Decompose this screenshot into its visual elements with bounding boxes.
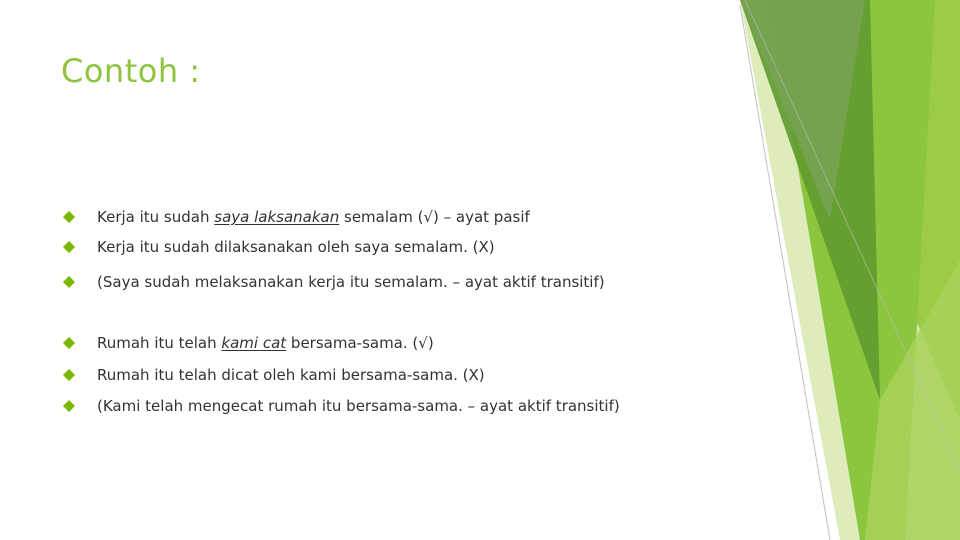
- emphasized-phrase: saya laksanakan: [214, 208, 340, 226]
- bullet-item: [63, 395, 620, 417]
- bullet-text: (Saya sudah melaksanakan kerja itu semalam. – ayat aktif transitif): [97, 273, 605, 291]
- diamond-bullet-icon: [63, 206, 81, 228]
- bullet-item: [63, 206, 530, 228]
- diamond-bullet-icon: [63, 364, 81, 386]
- bullet-text: Kerja itu sudah saya laksanakan semalam (√) – ayat pasif: [97, 208, 530, 226]
- diamond-bullet-icon: [63, 236, 81, 258]
- emphasized-phrase: kami cat: [221, 334, 287, 352]
- bullet-item: [63, 332, 434, 354]
- bullet-text: Kerja itu sudah dilaksanakan oleh saya semalam. (X): [97, 238, 495, 256]
- diamond-bullet-icon: [63, 395, 81, 417]
- bullet-text: Rumah itu telah kami cat bersama-sama. (√): [97, 334, 434, 352]
- bullet-text: (Kami telah mengecat rumah itu bersama-sama. – ayat aktif transitif): [97, 397, 620, 415]
- bullet-item: [63, 364, 485, 386]
- bullet-item: [63, 271, 605, 293]
- diamond-bullet-icon: [63, 332, 81, 354]
- diamond-bullet-icon: [63, 271, 81, 293]
- bullet-text: Rumah itu telah dicat oleh kami bersama-sama. (X): [97, 366, 485, 384]
- bullet-item: [63, 236, 495, 258]
- slide-title: Contoh :: [61, 52, 201, 90]
